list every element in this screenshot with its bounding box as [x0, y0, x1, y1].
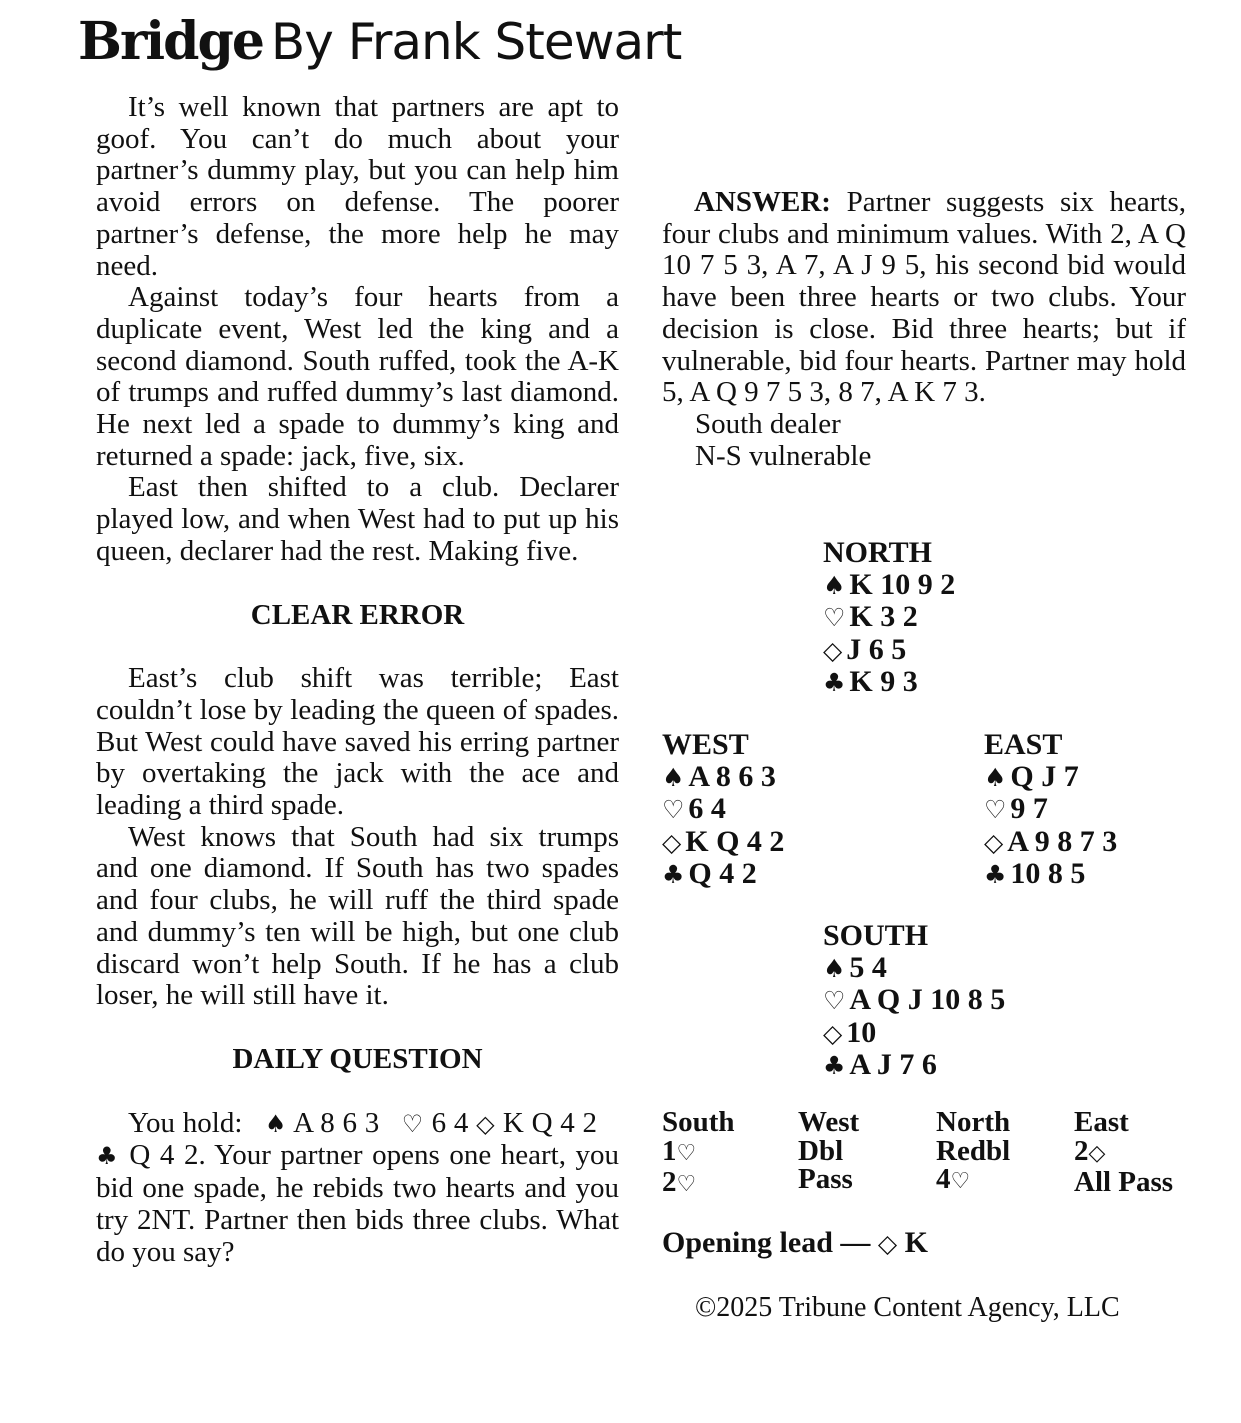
- answer-text: Partner suggests six hearts, four clubs and minimum values. With 2, A Q 10 7 5 3, A 7, A J 9 5, his second bid would have been three hearts or two clubs. Your decision is close. Bid three hearts; but if vulnerable, bid four hearts. Partner may hold 5, A Q 9 7 5 3, 8 7, A K 7 3.: [662, 186, 1186, 409]
- bid-level: 1: [662, 1134, 677, 1167]
- holding-spades: [984, 761, 1117, 794]
- opening-lead-card: K: [904, 1226, 928, 1259]
- diamond-icon: ◇: [823, 635, 843, 665]
- heart-icon: ♡: [676, 1172, 697, 1197]
- question-continuation-space: [662, 92, 1186, 187]
- question-lead: You hold:: [128, 1106, 243, 1139]
- club-icon: ♣: [823, 1051, 846, 1081]
- holding-spades: [662, 761, 784, 794]
- auction-column-east: [1074, 1108, 1173, 1197]
- hand-label: SOUTH: [823, 919, 929, 952]
- heart-cards: 9 7: [1010, 792, 1048, 826]
- heading-daily-question: DAILY QUESTION: [232, 1042, 483, 1075]
- heart-cards: A Q J 10 8 5: [849, 983, 1006, 1017]
- club-icon: ♣: [662, 860, 685, 890]
- diamond-cards: 10: [846, 1015, 877, 1049]
- diamond-cards: K Q 4 2: [685, 824, 785, 858]
- auction-bid: [936, 1165, 1010, 1197]
- diamond-cards: J 6 5: [846, 632, 907, 666]
- paragraph-result: East then shifted to a club. Declarer played low, and when West had to put up his queen, declarer had the rest. Making five.: [96, 471, 619, 567]
- paragraph-question: [96, 1108, 619, 1269]
- auction-header: West: [798, 1106, 860, 1138]
- heart-icon: ♡: [823, 986, 846, 1016]
- club-icon: ♣: [984, 860, 1007, 890]
- club-icon: ♣: [823, 668, 846, 698]
- dealer-line: South dealer: [695, 407, 841, 440]
- club-cards: 10 8 5: [1010, 857, 1086, 891]
- spade-cards: Q J 7: [1010, 759, 1079, 793]
- copyright-notice: ©2025 Tribune Content Agency, LLC: [695, 1292, 1120, 1323]
- heart-icon: ♡: [950, 1169, 971, 1194]
- spade-icon: ♠: [662, 762, 685, 792]
- auction-bid: [662, 1168, 735, 1200]
- diamond-cards: A 9 8 7 3: [1007, 824, 1118, 858]
- spade-icon: ♠: [823, 953, 846, 983]
- auction-bid: All Pass: [1074, 1166, 1174, 1198]
- heart-cards: K 3 2: [849, 600, 918, 634]
- article-right-column: [662, 92, 1186, 472]
- diamond-icon: ◇: [662, 827, 682, 857]
- heart-icon: ♡: [984, 795, 1007, 825]
- hand-label: WEST: [662, 728, 749, 761]
- heart-icon: ♡: [662, 795, 685, 825]
- masthead: [78, 10, 681, 74]
- club-cards: A J 7 6: [849, 1048, 937, 1082]
- bid-level: 2: [662, 1166, 677, 1198]
- question-rest: . Your partner opens one heart, you bid one spade, he rebids two hearts and you try 2NT. Partner then bids three clubs. What do you say?: [96, 1139, 620, 1268]
- club-cards: Q 4 2: [688, 857, 757, 891]
- holding-spades: [823, 952, 1005, 985]
- column-title: Bridge: [78, 11, 263, 72]
- auction-bid: Dbl: [798, 1134, 844, 1167]
- spade-icon: ♠: [264, 1109, 287, 1138]
- spade-icon: ♠: [984, 762, 1007, 792]
- heart-cards: 6 4: [688, 792, 726, 826]
- bid-level: 4: [936, 1163, 951, 1195]
- auction-column-west: [798, 1108, 859, 1194]
- holding-hearts: [823, 601, 955, 634]
- diamond-icon: ◇: [476, 1109, 496, 1138]
- diamond-icon: ◇: [1088, 1140, 1106, 1166]
- auction-bid: [1074, 1134, 1173, 1169]
- hand-east: [984, 729, 1117, 891]
- holding-diamonds: [823, 1017, 1005, 1050]
- auction-header: South: [662, 1106, 735, 1138]
- heart-icon: ♡: [823, 603, 846, 633]
- holding-diamonds: [984, 826, 1117, 859]
- auction-bid: Pass: [798, 1163, 853, 1195]
- byline: By Frank Stewart: [270, 13, 682, 71]
- auction-bid: [662, 1134, 735, 1169]
- diamond-icon: ◇: [984, 827, 1004, 857]
- spade-cards: A 8 6 3: [688, 759, 776, 793]
- diamond-icon: ◇: [877, 1229, 898, 1258]
- auction-header: East: [1074, 1106, 1129, 1138]
- question-clubs: Q 4 2: [129, 1139, 199, 1172]
- opening-lead: [662, 1226, 928, 1260]
- hand-west: [662, 729, 784, 891]
- heart-icon: ♡: [676, 1140, 697, 1166]
- paragraph-analysis: West knows that South had six trumps and one diamond. If South has two spades and four clubs, he will ruff the third spade and dummy’s ten will be high, but one club discard won’t help South. If he has a club loser, he will still have it.: [96, 820, 619, 1012]
- auction-header: North: [936, 1106, 1011, 1138]
- auction-column-north: [936, 1108, 1010, 1197]
- holding-spades: [823, 569, 955, 602]
- holding-clubs: [823, 1049, 1005, 1082]
- bid-level: 2: [1074, 1134, 1089, 1167]
- auction-column-south: [662, 1108, 735, 1200]
- club-icon: ♣: [96, 1142, 120, 1171]
- paragraph-answer: [662, 187, 1186, 409]
- hand-north: [823, 537, 955, 699]
- holding-clubs: [984, 858, 1117, 891]
- question-spades: A 8 6 3: [293, 1106, 380, 1139]
- question-hearts: 6 4: [431, 1106, 469, 1139]
- hand-label: EAST: [984, 728, 1063, 761]
- spade-icon: ♠: [823, 570, 846, 600]
- paragraph-intro: It’s well known that partners are apt to goof. You can’t do much about your partner’s dummy play, but you can help him avoid errors on defense. The poorer partner’s defense, the more help he may need.: [96, 91, 619, 282]
- heart-icon: ♡: [401, 1109, 424, 1138]
- holding-hearts: [823, 984, 1005, 1017]
- heading-clear-error: CLEAR ERROR: [250, 598, 465, 631]
- article-left-column: [96, 92, 619, 1268]
- hand-south: [823, 920, 1005, 1082]
- question-diamonds: K Q 4 2: [502, 1106, 598, 1139]
- holding-diamonds: [662, 826, 784, 859]
- spade-cards: K 10 9 2: [849, 567, 956, 601]
- holding-clubs: [662, 858, 784, 891]
- opening-lead-label: Opening lead —: [662, 1226, 871, 1259]
- holding-diamonds: [823, 634, 955, 667]
- spade-cards: 5 4: [849, 950, 887, 984]
- holding-clubs: [823, 666, 955, 699]
- answer-label: ANSWER:: [694, 186, 831, 218]
- paragraph-play: Against today’s four hearts from a duplicate event, West led the king and a second diamond. South ruffed, took the A-K of trumps and ruffed dummy’s last diamond. He next led a spade to dummy’s king and returned a spade: jack, five, six.: [96, 281, 619, 472]
- hand-label: NORTH: [823, 536, 932, 569]
- club-cards: K 9 3: [849, 665, 918, 699]
- paragraph-error: East’s club shift was terrible; East couldn’t lose by leading the queen of spades. But West could have saved his erring partner by overtaking the jack with the ace and leading a third spade.: [96, 662, 619, 822]
- vulnerability-line: N-S vulnerable: [695, 439, 872, 472]
- diamond-icon: ◇: [823, 1018, 843, 1048]
- auction-bid: Redbl: [936, 1134, 1011, 1167]
- holding-hearts: [984, 793, 1117, 826]
- holding-hearts: [662, 793, 784, 826]
